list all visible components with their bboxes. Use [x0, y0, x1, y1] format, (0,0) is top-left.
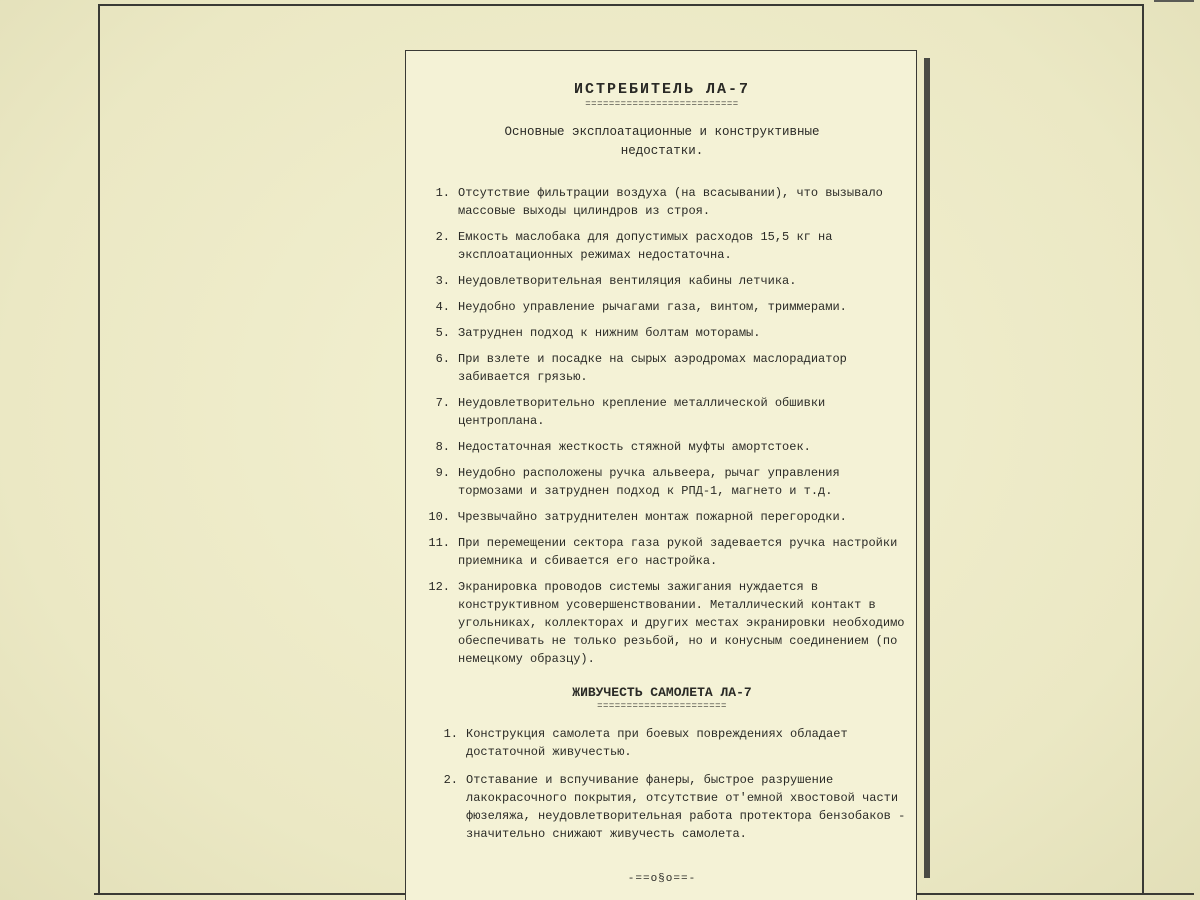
- item-text: Чрезвычайно затруднителен монтаж пожарной перегородки.: [458, 510, 847, 524]
- list-item: [420, 272, 910, 290]
- section-underline: ======================: [597, 701, 727, 711]
- list-item: [428, 771, 910, 843]
- item-number: 1.: [435, 186, 450, 200]
- list-item: [420, 578, 910, 668]
- list-item: [420, 464, 910, 500]
- list-item: [420, 534, 910, 570]
- title-underline: ==========================: [585, 99, 739, 109]
- item-number: 5.: [435, 326, 450, 340]
- item-text: Затруднен подход к нижним болтам моторамы.: [458, 326, 761, 340]
- list-item: [420, 350, 910, 386]
- section-heading-survivability: ЖИВУЧЕСТЬ САМОЛЕТА ЛА-7: [572, 685, 752, 700]
- item-number: 3.: [435, 274, 450, 288]
- corner-mark: [1154, 0, 1194, 8]
- list-item: [420, 228, 910, 264]
- page-edge-shadow: [924, 58, 930, 878]
- item-text: Недостаточная жесткость стяжной муфты амортстоек.: [458, 440, 811, 454]
- item-text: Отсутствие фильтрации воздуха (на всасывании), что вызывало массовые выходы цилиндров из строя.: [458, 186, 883, 218]
- item-number: 4.: [435, 300, 450, 314]
- item-text: Экранировка проводов системы зажигания нуждается в конструктивном усовершенствовании. Металлический контакт в угольниках, коллекторах и других местах экранировки необходимо обеспечивать не только резьбой, но и конусным соединением (по немецкому образцу).: [458, 580, 905, 666]
- list-item: [420, 508, 910, 526]
- list-item: [420, 184, 910, 220]
- list-item: [428, 725, 910, 761]
- item-number: 8.: [435, 440, 450, 454]
- item-text: Емкость маслобака для допустимых расходов 15,5 кг на эксплоатационных режимах недостаточна.: [458, 230, 833, 262]
- item-text: Неудобно расположены ручка альвеера, рычаг управления тормозами и затруднен подход к РПД-1, магнето и т.д.: [458, 466, 840, 498]
- item-text: Неудобно управление рычагами газа, винтом, триммерами.: [458, 300, 847, 314]
- list-item: [420, 438, 910, 456]
- item-text: Неудовлетворительно крепление металлической обшивки центроплана.: [458, 396, 826, 428]
- item-number: 12.: [428, 580, 450, 594]
- list-item: [420, 324, 910, 342]
- defects-list: [420, 184, 910, 676]
- list-item: [420, 298, 910, 316]
- document-footer-ornament: -==o§o==-: [627, 873, 697, 885]
- document-page: [405, 50, 917, 900]
- item-text: При перемещении сектора газа рукой задевается ручка настройки приемника и сбивается его настройка.: [458, 536, 898, 568]
- item-text: При взлете и посадке на сырых аэродромах маслорадиатор забивается грязью.: [458, 352, 847, 384]
- subtitle-text: Основные эксплоатационные и конструктивные недостатки.: [504, 125, 820, 158]
- document-title: ИСТРЕБИТЕЛЬ ЛА-7: [573, 81, 751, 98]
- document-subtitle: [406, 123, 918, 161]
- item-number: 1.: [443, 727, 458, 741]
- item-number: 11.: [428, 536, 450, 550]
- item-text: Неудовлетворительная вентиляция кабины летчика.: [458, 274, 797, 288]
- item-number: 10.: [428, 510, 450, 524]
- item-text: Отставание и вспучивание фанеры, быстрое разрушение лакокрасочного покрытия, отсутствие от'емной хвостовой части фюзеляжа, неудовлетворительная работа протектора бензобаков - значительно снижают живучесть самолета.: [466, 773, 906, 841]
- item-text: Конструкция самолета при боевых повреждениях обладает достаточной живучестью.: [466, 727, 848, 759]
- list-item: [420, 394, 910, 430]
- item-number: 2.: [443, 773, 458, 787]
- item-number: 6.: [435, 352, 450, 366]
- item-number: 7.: [435, 396, 450, 410]
- survivability-list: [428, 725, 910, 853]
- item-number: 2.: [435, 230, 450, 244]
- item-number: 9.: [435, 466, 450, 480]
